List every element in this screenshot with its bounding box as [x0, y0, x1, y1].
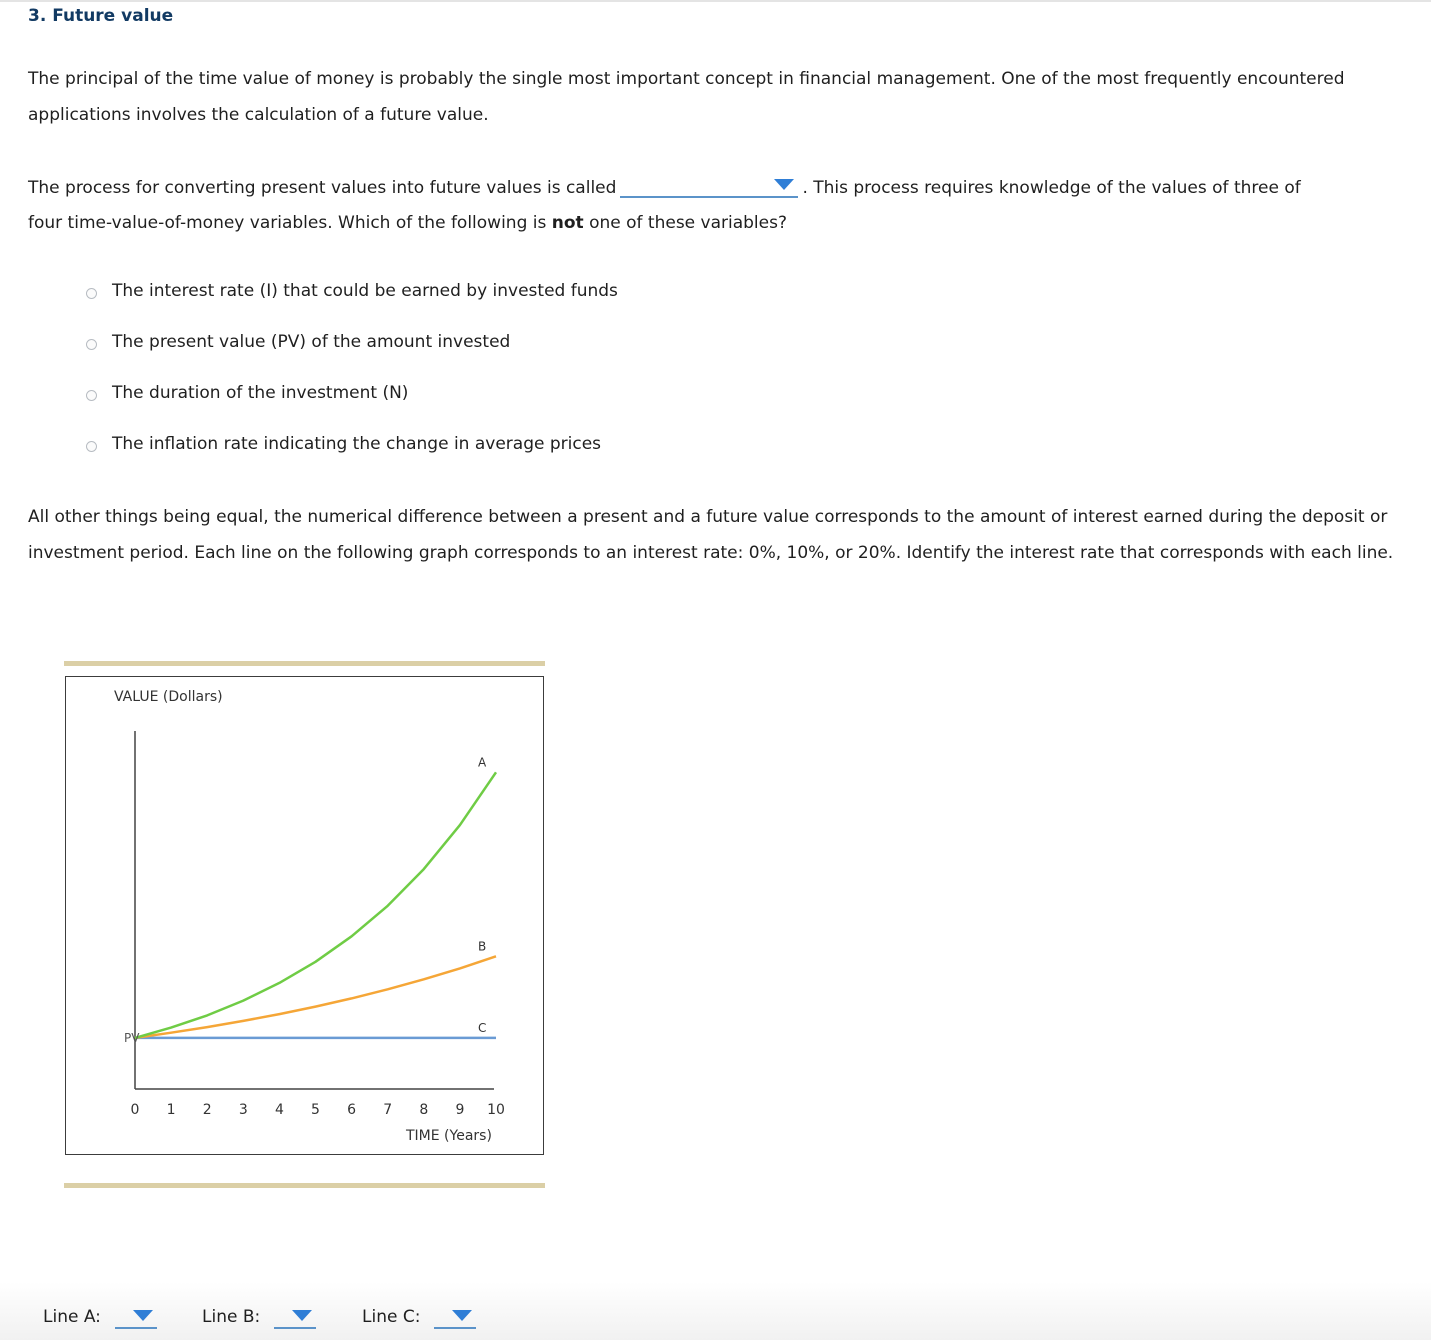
emphasis-not: not — [551, 213, 584, 233]
option-interest-rate[interactable] — [86, 265, 618, 316]
line-c-dropdown[interactable] — [434, 1305, 476, 1329]
x-tick-label: 10 — [487, 1102, 505, 1118]
x-axis-label: TIME (Years) — [406, 1128, 492, 1144]
option-label: The present value (PV) of the amount invested — [112, 331, 511, 352]
question-line-1 — [28, 169, 1301, 206]
radio-button[interactable] — [86, 288, 97, 299]
chevron-down-icon — [133, 1310, 153, 1321]
figure-top-rule — [64, 661, 545, 666]
question-text-after: . This process requires knowledge of the values of three of — [802, 178, 1301, 198]
radio-button[interactable] — [86, 339, 97, 350]
line-b-dropdown[interactable] — [274, 1305, 316, 1329]
series-line-a — [135, 772, 496, 1038]
tick-layer — [131, 1102, 505, 1118]
line-c-answer — [362, 1305, 476, 1329]
series-line-b — [135, 956, 496, 1038]
question-line-2 — [28, 205, 787, 241]
chevron-down-icon — [452, 1310, 472, 1321]
figure-bottom-rule — [64, 1183, 545, 1188]
chevron-down-icon — [774, 179, 794, 190]
answer-options — [86, 265, 618, 469]
radio-button[interactable] — [86, 390, 97, 401]
x-tick-label: 9 — [455, 1102, 465, 1118]
option-label: The inflation rate indicating the change in average prices — [112, 433, 602, 454]
series-layer — [135, 772, 496, 1038]
x-tick-label: 6 — [347, 1102, 357, 1118]
chart-canvas — [66, 677, 543, 1154]
future-value-chart — [65, 676, 544, 1155]
x-tick-label: 2 — [202, 1102, 212, 1118]
option-label: The duration of the investment (N) — [112, 382, 409, 403]
series-label-b: B — [478, 939, 487, 954]
x-tick-label: 3 — [238, 1102, 248, 1118]
process-name-dropdown[interactable] — [620, 174, 798, 198]
series-label-a: A — [478, 755, 487, 770]
intro-paragraph: The principal of the time value of money is probably the single most important concept in financial management. One of the most frequently encountered applications involves the calculation of a future value. — [28, 69, 1345, 125]
x-tick-label: 5 — [311, 1102, 320, 1118]
question-line-2-before: four time-value-of-money variables. Which of the following is — [28, 213, 552, 233]
option-present-value[interactable] — [86, 316, 618, 367]
radio-button[interactable] — [86, 441, 97, 452]
line-a-label: Line A: — [43, 1307, 101, 1327]
graph-intro-paragraph: All other things being equal, the numerical difference between a present and a future value corresponds to the amount of interest earned during the deposit or investment period. Each line on the following graph corresponds to an interest rate: 0%, 10%, or 20%. Identify the interest rate that corresponds with each line. — [28, 507, 1394, 563]
y-axis-label: VALUE (Dollars) — [114, 689, 223, 705]
line-a-dropdown[interactable] — [115, 1305, 157, 1329]
option-inflation-rate[interactable] — [86, 418, 618, 469]
x-tick-label: 7 — [383, 1102, 393, 1118]
pv-label: PV — [124, 1030, 140, 1045]
line-b-answer — [202, 1305, 316, 1329]
top-divider — [0, 0, 1431, 2]
line-a-answer — [43, 1305, 157, 1329]
question-text-before: The process for converting present values into future values is called — [28, 178, 617, 198]
option-duration[interactable] — [86, 367, 618, 418]
label-layer — [124, 755, 487, 1045]
chevron-down-icon — [292, 1310, 312, 1321]
question-line-2-after: one of these variables? — [583, 213, 787, 233]
x-tick-label: 0 — [130, 1102, 140, 1118]
x-tick-label: 1 — [166, 1102, 176, 1118]
series-label-c: C — [478, 1020, 487, 1035]
x-tick-label: 4 — [274, 1102, 284, 1118]
option-label: The interest rate (I) that could be earned by invested funds — [112, 280, 618, 301]
x-tick-label: 8 — [419, 1102, 429, 1118]
line-c-label: Line C: — [362, 1307, 421, 1327]
line-b-label: Line B: — [202, 1307, 261, 1327]
section-title: 3. Future value — [28, 6, 174, 26]
